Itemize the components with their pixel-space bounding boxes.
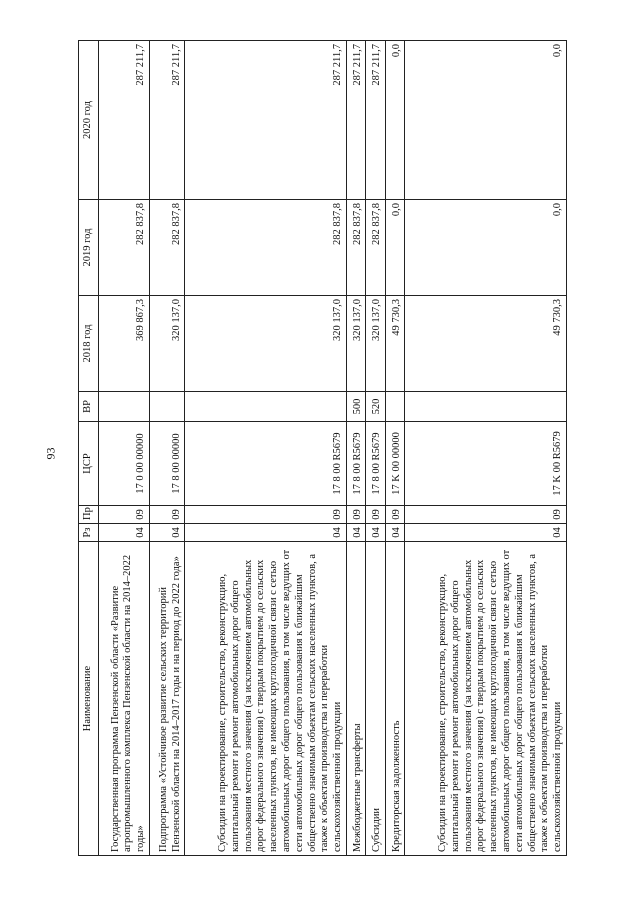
row-2018: 320 137,0 bbox=[185, 296, 347, 392]
row-pr: 09 bbox=[366, 506, 385, 524]
table-row bbox=[99, 41, 150, 856]
row-rz: 04 bbox=[150, 524, 185, 542]
row-pr: 09 bbox=[405, 506, 567, 524]
row-2020: 287 211,7 bbox=[366, 41, 385, 200]
row-vr: 520 bbox=[366, 392, 385, 422]
row-name: Субсидии на проектирование, строительство, реконструкцию, капитальный ремонт и ремонт автомобильных дорог общего пользования местного значения (за исключением автомобильных дорог федерального значения) с твердым покрытием до сельских населенных пунктов, не имеющих круглогодичной связи с сетью автомобильных дорог общего пользования, в том числе ведущих от сети автомобильных дорог общего пользования к ближайшим общественно значимым объектам сельских населенных пунктов, а также к объектам производства и переработки сельскохозяйственной продукции bbox=[405, 542, 567, 856]
row-pr: 09 bbox=[150, 506, 185, 524]
row-2019: 282 837,8 bbox=[150, 200, 185, 296]
row-pr: 09 bbox=[385, 506, 404, 524]
row-rz: 04 bbox=[185, 524, 347, 542]
row-2020: 287 211,7 bbox=[150, 41, 185, 200]
header-csr: ЦСР bbox=[79, 422, 99, 506]
row-rz: 04 bbox=[99, 524, 150, 542]
table-row bbox=[185, 41, 347, 856]
table-row bbox=[150, 41, 185, 856]
row-vr bbox=[99, 392, 150, 422]
row-rz: 04 bbox=[385, 524, 404, 542]
page-number: 93 bbox=[43, 447, 58, 460]
row-pr: 09 bbox=[346, 506, 365, 524]
row-vr: 500 bbox=[346, 392, 365, 422]
row-name: Кредиторская задолженность bbox=[385, 542, 404, 856]
row-rz: 04 bbox=[405, 524, 567, 542]
row-2019: 0,0 bbox=[405, 200, 567, 296]
table-row bbox=[405, 41, 567, 856]
table-row bbox=[346, 41, 365, 856]
row-pr: 09 bbox=[99, 506, 150, 524]
row-csr: 17 8 00 R5679 bbox=[366, 422, 385, 506]
row-2019: 282 837,8 bbox=[185, 200, 347, 296]
row-name: Межбюджетные трансферты bbox=[346, 542, 365, 856]
row-name: Субсидии на проектирование, строительство, реконструкцию, капитальный ремонт и ремонт автомобильных дорог общего пользования местного значения (за исключением автомобильных дорог федерального значения) с твердым покрытием до сельских населенных пунктов, не имеющих круглогодичной связи с сетью автомобильных дорог общего пользования, в том числе ведущих от сети автомобильных дорог общего пользования к ближайшим общественно значимым объектам сельских населенных пунктов, а также к объектам производства и переработки сельскохозяйственной продукции bbox=[185, 542, 347, 856]
table-header-row bbox=[79, 41, 99, 856]
row-vr bbox=[405, 392, 567, 422]
row-name: Государственная программа Пензенской области «Развитие агропромышленного комплекса Пензенской области на 2014–2022 годы» bbox=[99, 542, 150, 856]
row-2020: 0,0 bbox=[405, 41, 567, 200]
row-2018: 320 137,0 bbox=[346, 296, 365, 392]
row-2019: 282 837,8 bbox=[99, 200, 150, 296]
header-2018: 2018 год bbox=[79, 296, 99, 392]
budget-table bbox=[78, 40, 567, 856]
row-2020: 287 211,7 bbox=[185, 41, 347, 200]
row-2018: 369 867,3 bbox=[99, 296, 150, 392]
row-csr: 17 8 00 00000 bbox=[150, 422, 185, 506]
row-name: Подпрограмма «Устойчивое развитие сельских территорий Пензенской области на 2014–2017 годы и на период до 2022 года» bbox=[150, 542, 185, 856]
row-2020: 0,0 bbox=[385, 41, 404, 200]
row-csr: 17 K 00 00000 bbox=[385, 422, 404, 506]
row-name: Субсидии bbox=[366, 542, 385, 856]
row-2019: 282 837,8 bbox=[346, 200, 365, 296]
row-2020: 287 211,7 bbox=[99, 41, 150, 200]
row-vr bbox=[150, 392, 185, 422]
header-2020: 2020 год bbox=[79, 41, 99, 200]
table-row bbox=[385, 41, 404, 856]
row-csr: 17 0 00 00000 bbox=[99, 422, 150, 506]
row-vr bbox=[385, 392, 404, 422]
row-2018: 49 730,3 bbox=[385, 296, 404, 392]
row-2018: 49 730,3 bbox=[405, 296, 567, 392]
row-vr bbox=[185, 392, 347, 422]
header-2019: 2019 год bbox=[79, 200, 99, 296]
row-csr: 17 8 00 R5679 bbox=[346, 422, 365, 506]
row-rz: 04 bbox=[366, 524, 385, 542]
header-vr: ВР bbox=[79, 392, 99, 422]
row-pr: 09 bbox=[185, 506, 347, 524]
header-rz: Рз bbox=[79, 524, 99, 542]
row-2018: 320 137,0 bbox=[150, 296, 185, 392]
row-2020: 287 211,7 bbox=[346, 41, 365, 200]
row-2019: 0,0 bbox=[385, 200, 404, 296]
budget-table-container bbox=[78, 41, 567, 856]
header-pr: Пр bbox=[79, 506, 99, 524]
row-csr: 17 8 00 R5679 bbox=[185, 422, 347, 506]
table-row bbox=[366, 41, 385, 856]
row-2018: 320 137,0 bbox=[366, 296, 385, 392]
row-csr: 17 K 00 R5679 bbox=[405, 422, 567, 506]
row-rz: 04 bbox=[346, 524, 365, 542]
row-2019: 282 837,8 bbox=[366, 200, 385, 296]
header-name: Наименование bbox=[79, 542, 99, 856]
